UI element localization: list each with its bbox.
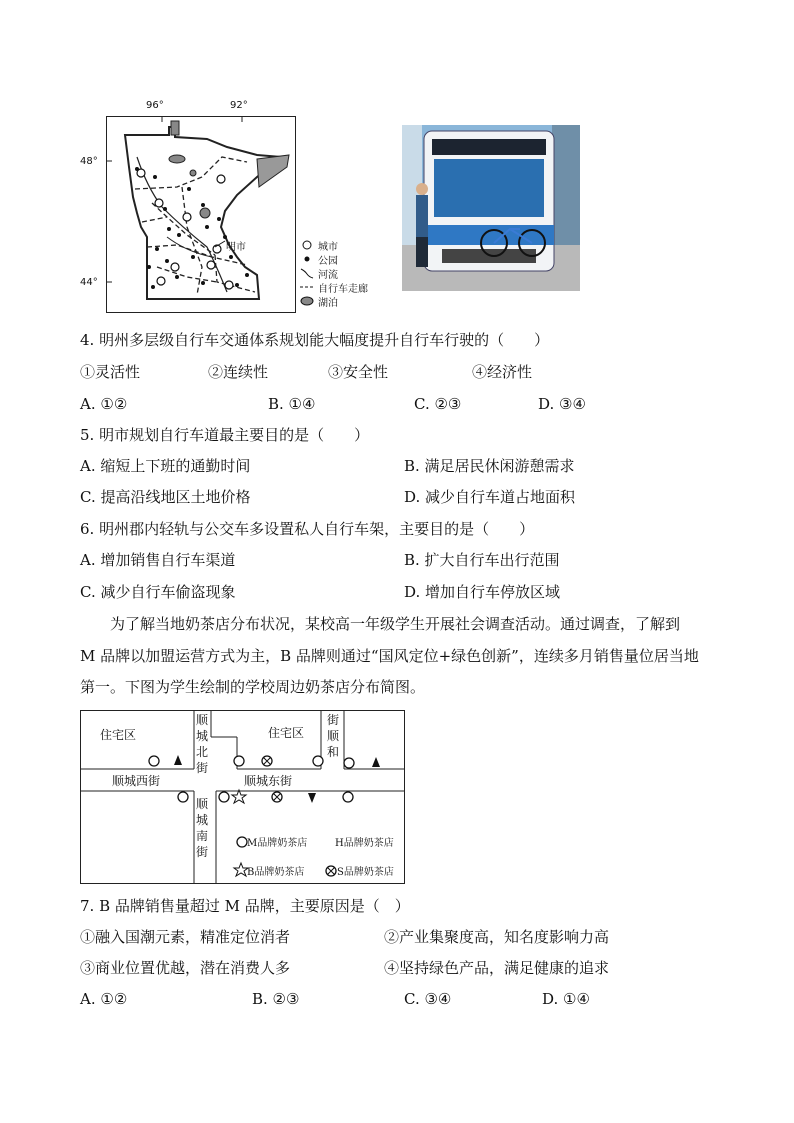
lake-icon [190, 170, 196, 176]
h-brand-shop-marker [372, 757, 380, 767]
passage-line-3: 第一。下图为学生绘制的学校周边奶茶店分布简图。 [80, 678, 426, 696]
city-label-ming: 明市 [226, 242, 246, 253]
street-shuncheng-north: 顺城北街 [196, 713, 209, 775]
m-brand-shop-marker [219, 792, 229, 802]
legend-s-icon [326, 866, 336, 876]
q5-option-a[interactable]: A. 缩短上下班的通勤时间 [80, 457, 251, 475]
street-shuncheng-east: 顺城东街 [244, 774, 293, 788]
q4-option-d[interactable]: D. ③④ [538, 395, 586, 413]
lake-icon [169, 155, 185, 163]
bike-corridors [135, 157, 255, 295]
h-brand-shop-marker [308, 793, 316, 803]
q5-option-c[interactable]: C. 提高沿线地区土地价格 [80, 488, 251, 506]
q6-option-c[interactable]: C. 减少自行车偷盗现象 [80, 583, 236, 601]
legend-label-s: S品牌奶茶店 [337, 867, 394, 878]
residential-area-east: 住宅区 [268, 726, 305, 740]
q7-option-a[interactable]: A. ①② [80, 990, 128, 1008]
legend-city: 城市 [300, 238, 368, 252]
minnesota-map [106, 116, 296, 313]
legend-label-m: M品牌奶茶店 [247, 838, 308, 849]
q5-option-d[interactable]: D. 减少自行车道占地面积 [404, 488, 576, 506]
legend-lake: 湖泊 [300, 294, 368, 308]
legend-river: 河流 [300, 266, 368, 280]
legend-label-h: H品牌奶茶店 [335, 838, 394, 849]
q7-statement-1: ①融入国潮元素，精准定位消者 [80, 928, 291, 946]
question-4-stem: 4. 明州多层级自行车交通体系规划能大幅度提升自行车行驶的（ ） [80, 331, 550, 349]
q7-statement-4: ④坚持绿色产品，满足健康的追求 [384, 959, 610, 977]
street-shuncheng-south: 顺城南街 [196, 797, 209, 859]
legend-label-b: B品牌奶茶店 [247, 867, 305, 878]
q4-option-b[interactable]: B. ①④ [268, 395, 316, 413]
map-legend [300, 238, 368, 308]
longitude-label-92: 92° [230, 100, 248, 111]
state-outline-map [107, 117, 295, 312]
river-line-icon [300, 267, 314, 279]
latitude-label-48: 48° [80, 156, 98, 167]
q6-option-d[interactable]: D. 增加自行车停放区域 [404, 583, 561, 601]
q7-option-d[interactable]: D. ①④ [542, 990, 590, 1008]
q4-option-a[interactable]: A. ①② [80, 395, 128, 413]
legend-b-star-icon [234, 863, 248, 876]
q4-option-c[interactable]: C. ②③ [414, 395, 462, 413]
m-brand-shop-marker [313, 756, 323, 766]
question-7-stem: 7. B 品牌销售量超过 M 品牌，主要原因是（ ） [80, 897, 410, 915]
b-brand-shop-marker [232, 790, 246, 803]
dashed-line-icon [300, 281, 314, 293]
q7-option-c[interactable]: C. ③④ [404, 990, 452, 1008]
question-5-stem: 5. 明市规划自行车道最主要目的是（ ） [80, 426, 370, 444]
q6-option-b[interactable]: B. 扩大自行车出行范围 [404, 551, 560, 569]
s-brand-shop-marker [272, 792, 282, 802]
passage-line-2: M 品牌以加盟运营方式为主，B 品牌则通过“国风定位+绿色创新”，连续多月销售量位居当地 [80, 647, 699, 665]
m-brand-shop-marker [178, 792, 188, 802]
q7-statement-2: ②产业集聚度高，知名度影响力高 [384, 928, 610, 946]
h-brand-shop-marker [174, 755, 182, 765]
m-brand-shop-marker [234, 756, 244, 766]
m-brand-shop-marker [149, 756, 159, 766]
m-brand-shop-marker [344, 758, 354, 768]
northwest-angle-shape [171, 121, 179, 135]
s-brand-shop-marker [262, 756, 272, 766]
m-brand-shop-marker [343, 792, 353, 802]
legend-park: 公园 [300, 252, 368, 266]
q7-option-b[interactable]: B. ②③ [252, 990, 300, 1008]
passage-line-1: 为了解当地奶茶店分布状况，某校高一年级学生开展社会调查活动。通过调查，了解到 [110, 615, 681, 633]
park-dots [135, 167, 249, 289]
street-heshun: 街顺和 [327, 713, 340, 759]
legend-m-icon [237, 837, 247, 847]
q4-statement-2: ②连续性 [208, 363, 269, 381]
river-line [137, 157, 227, 292]
hollow-circle-icon [300, 239, 314, 251]
bus-with-bike-rack-photo [402, 125, 580, 291]
question-6-stem: 6. 明州郡内轻轨与公交车多设置私人自行车架，主要目的是（ ） [80, 520, 535, 538]
q5-option-b[interactable]: B. 满足居民休闲游憩需求 [404, 457, 575, 475]
lake-superior-shape [257, 155, 289, 187]
q4-statement-1: ①灵活性 [80, 363, 141, 381]
residential-area-west: 住宅区 [100, 728, 137, 742]
street-shuncheng-west: 顺城西街 [112, 774, 161, 788]
legend-bike-corridor: 自行车走廊 [300, 280, 368, 294]
q7-statement-3: ③商业位置优越，潜在消费人多 [80, 959, 291, 977]
q4-statement-4: ④经济性 [472, 363, 533, 381]
lake-icon [200, 208, 210, 218]
filled-dot-icon [300, 253, 314, 265]
q4-statement-3: ③安全性 [328, 363, 389, 381]
longitude-label-96: 96° [146, 100, 164, 111]
q6-option-a[interactable]: A. 增加销售自行车渠道 [80, 551, 236, 569]
latitude-label-44: 44° [80, 277, 98, 288]
lake-ellipse-icon [300, 295, 314, 307]
